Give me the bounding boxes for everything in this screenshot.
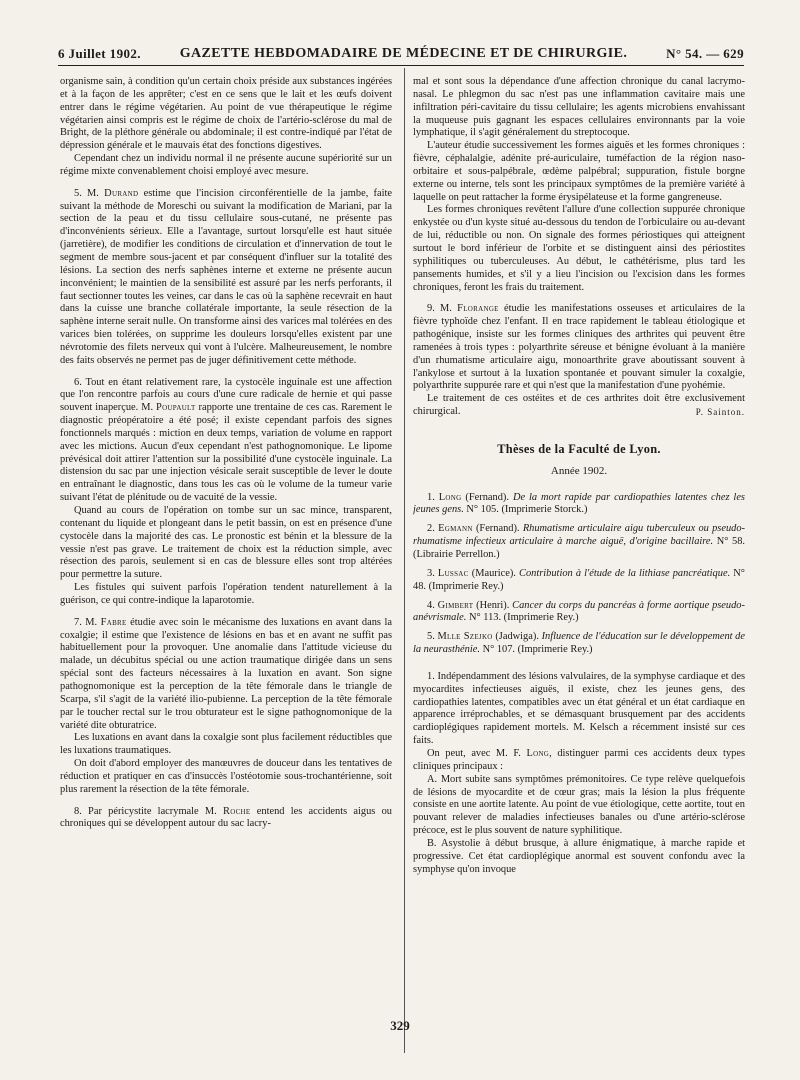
paragraph: B. Asystolie à début brusque, à allure énigmatique, à marche rapide et progressive. Cet état cardioplégique anormal est souvent confondu avec la symphyse qu'on invoque — [413, 837, 745, 875]
thesis-entry: 4. Gimbert (Henri). Cancer du corps du pancréas à forme aortique pseudo-anévrismale. N° 113. (Imprimerie Rey.) — [413, 599, 745, 624]
thesis-entry: 2. Egmann (Fernand). Rhumatisme articulaire aigu tuberculeux ou pseudo-rhumatisme infectieux articulaire à marche aiguë, d'origine bacillaire. N° 58. (Librairie Perrellon.) — [413, 523, 745, 560]
issue-date: 6 Juillet 1902. — [58, 46, 141, 61]
theses-year: Année 1902. — [550, 464, 608, 477]
paragraph: mal et sont sous la dépendance d'une affection chronique du canal lacrymo-nasal. Le phlegmon du sac n'est pas une inflammation cavitaire mais une infiltration péri-cavitaire du tissu cellulaire; les agents microbiens envahissant la muqueuse puis gagnant les espaces cellulaires environnants par la voie lymphatique, il s'agit généralement du streptocoque. — [413, 76, 745, 139]
paragraph: On doit d'abord employer des manœuvres de douceur dans les tentatives de réduction et pratiquer en cas d'insuccès l'ostéotomie sous-trochantérienne, soit plus rarement la résection de la tête fémorale. — [60, 758, 392, 795]
section-7: 7. M. Fabre étudie avec soin le mécanisme des luxations en avant dans la coxalgie; il estime que l'existence de lésions en bas et en avant ne suffit pas habituellement pour la provoquer. Une anomalie dans l'attitude vicieuse du malade, un décubitus spécial ou une action traumatique dirigée dans un sens spécial sont des facteurs nécessaires à la luxation en avant. Son signe pathognomonique est la perception de la tête fémorale dans le triangle de Scarpa, s'il s'agit de la variété ilio-pubienne. La perception de la tête fémorale par le toucher rectal sur le trou obturateur est le signe pathognomonique de la variété dite obturatrice. — [60, 616, 392, 731]
section-9: 9. M. Florange étudie les manifestations osseuses et articulaires de la fièvre typhoïde chez l'enfant. Il en trace rapidement le tableau étiologique et pathogénique, insiste sur les formes cliniques des arthrites qui peuvent être ramenées à trois types : polyarthrite séreuse et bénigne évoluant à la manière d'un rhumatisme articulaire aigu, monoarthrite grave aboutissant souvent à l'ankylose et surtout à la luxation spontanée et pouvant simuler la coxalgie, polyarthrite suppurée rare et qui n'est que la manifestation d'une pyohémie. — [413, 303, 745, 392]
section-8: 8. Par péricystite lacrymale M. Roche entend les accidents aigus ou chroniques qui se développent autour du sac lacry- — [60, 805, 392, 830]
column-divider — [404, 68, 405, 1053]
section-5: 5. M. Durand estime que l'incision circonférentielle de la jambe, faite suivant la méthode de Moreschi ou suivant la modification de Mariani, par la section de la peau et du tissu cellulaire sous-cutané, ne présente pas d'inconvénients sérieux. Elle a l'avantage, surtout lorsqu'elle est haut située (jarretière), de modifier les conditions de circulation et d'innervation de tout le segment de membre sous-jacent et par conséquent d'influer sur la totalité des lésions. La section des nerfs saphènes interne et externe ne présente aucun inconvénient; le maintien de la sensibilité est assuré par les nerfs perforants, il faut sectionner toutes les veines, car dans le cas où la saphène recevrait en haut dans la cuisse une branche collatérale importante, la seule résection de la saphène interne serait nulle. On transforme ainsi des varices mal tolérées en des varices bien tolérées, on supprime les douleurs lorsqu'elles existent par une névrotomie des filets nerveux qui vont à l'ulcère. Malheureusement, le nombre des faits observés ne permet pas de juger définitivement cette méthode. — [60, 187, 392, 366]
thesis-entry: 5. Mlle Szejko (Jadwiga). Influence de l'éducation sur le développement de la neurasthénie. N° 107. (Imprimerie Rey.) — [413, 631, 745, 656]
paragraph: Les luxations en avant dans la coxalgie sont plus facilement réductibles que les luxations traumatiques. — [60, 732, 392, 757]
author-name: Long — [526, 747, 550, 759]
paragraph: Quand au cours de l'opération on tombe sur un sac mince, transparent, contenant du liquide et plongeant dans le petit bassin, on est en présence d'une cystocèle dans la majorité des cas. Le pronostic est bénin et la blessure de la vessie n'est pas grave. Le traitement de choix est la réduction simple, avec résection des parois, seulement si en cas de blessure elles sont trop altérées pour permettre la suture. — [60, 505, 392, 581]
author-name: Fabre — [100, 616, 127, 628]
paragraph: On peut, avec M. F. Long, distinguer parmi ces accidents deux types cliniques principaux : — [413, 747, 745, 772]
thesis-entry: 1. Long (Fernand). De la mort rapide par cardiopathies latentes chez les jeunes gens. N° 105. (Imprimerie Storck.) — [413, 491, 745, 516]
theses-heading: Thèses de la Faculté de Lyon. — [497, 441, 661, 456]
paragraph: Cependant chez un individu normal il ne présente aucune supériorité sur un régime mixte convenablement choisi employé avec mesure. — [60, 153, 392, 177]
section-6: 6. Tout en étant relativement rare, la cystocèle inguinale est une affection que l'on rencontre parfois au cours d'une cure radicale de hernie et qui passe souvent inaperçue. M. Poupault rapporte une trentaine de ces cas. Rarement le diagnostic préopératoire a été posé; il existe cependant parfois des signes fonctionnels marqués : miction en deux temps, variation de volume en rapport avec les mictions. Aucun d'eux cependant n'est pathognomonique. Le lipome prévésical doit attirer l'attention sur la possibilité d'une cystocèle inguinale. La distension du sac par une injection vésicale serait susceptible de lever le doute en entraînant le diagnostic, dans tous les cas où le volume de la tumeur varie suivant l'état de plénitude ou de vacuité de la vessie. — [60, 376, 392, 504]
author-name: Poupault — [156, 402, 196, 414]
paragraph: 1. Indépendamment des lésions valvulaires, de la symphyse cardiaque et des myocardites infectieuses aiguës, il existe, chez les jeunes gens, des cardiopathies latentes, compatibles avec un état général et un état cardiaque en apparence irréprochables, et se démasquant brusquement par des accidents cardioplégiques rapidement mortels. M. Kelsch a récemment insisté sur ces faits. — [413, 670, 745, 747]
left-column — [60, 76, 392, 1051]
signature: P. Sainton. — [695, 407, 745, 418]
right-column — [413, 76, 745, 1051]
paragraph: A. Mort subite sans symptômes prémonitoires. Ce type relève quelquefois de lésions de myocardite et de cœur gras; mais la lésion la plus fréquente consiste en une aortite latente. Au point de vue étiologique, cette aortite, tout en pouvant relever de maladies infectieuses banales ou d'une artério-sclérose précoce, est le plus souvent de nature syphilitique. — [413, 773, 745, 837]
paragraph: organisme sain, à condition qu'un certain choix préside aux substances ingérées et à la façon de les apprêter; c'est en ce sens que le lait et les œufs doivent entrer dans le régime végétarien. Au point de vue thérapeutique le régime végétarien ainsi compris est le régime de choix de l'artério-sclérose du mal de Bright, de la pléthore générale ou abdominale; il est contre-indiqué par l'état de dépression générale et le mauvais état des fonctions digestives. — [60, 76, 392, 152]
running-header — [58, 38, 744, 66]
author-name: Roche — [223, 805, 251, 817]
theses-list — [413, 492, 745, 657]
paragraph: L'auteur étudie successivement les formes aiguës et les formes chroniques : fièvre, céphalalgie, adénite pré-auriculaire, tuméfaction de la région naso-orbitaire et sous-palpébrale, œdème palpébral; suppuration, fistule borgne externe ou interne, tels sont les principaux symptômes de la première variété à laquelle on peut rattacher la forme érysipélateuse et la forme gangreneuse. — [413, 140, 745, 203]
author-name: Durand — [104, 187, 139, 199]
paragraph: Les formes chroniques revêtent l'allure d'une collection suppurée chronique enkystée ou d'un kyste situé au-dessous du tendon de l'orbiculaire ou au-devant de lui, réductible ou non. On signale des formes périostiques qui atteignent surtout le bord inférieur de l'orbite et se distinguent ainsi des périostites syphilitiques ou tuberculeuses. Au début, le cathétérisme, plus tard les pansements humides, et s'il y a lieu l'incision ou l'excision dans les formes chroniques, feront les frais du traitement. — [413, 204, 745, 293]
paragraph: Les fistules qui suivent parfois l'opération tendent naturellement à la guérison, ce qui contre-indique la laparotomie. — [60, 582, 392, 606]
author-name: Florange — [457, 303, 499, 315]
paragraph: Le traitement de ces ostéites et de ces arthrites doit être exclusivement chirurgical. P. Sainton. — [413, 393, 745, 418]
journal-title: GAZETTE HEBDOMADAIRE DE MÉDECINE ET DE CHIRURGIE. — [179, 46, 628, 61]
page-number: 329 — [390, 1018, 410, 1033]
issue-number: N° 54. — 629 — [666, 46, 744, 61]
thesis-entry: 3. Lussac (Maurice). Contribution à l'étude de la lithiase pancréatique. N° 48. (Imprimerie Rey.) — [413, 567, 745, 592]
